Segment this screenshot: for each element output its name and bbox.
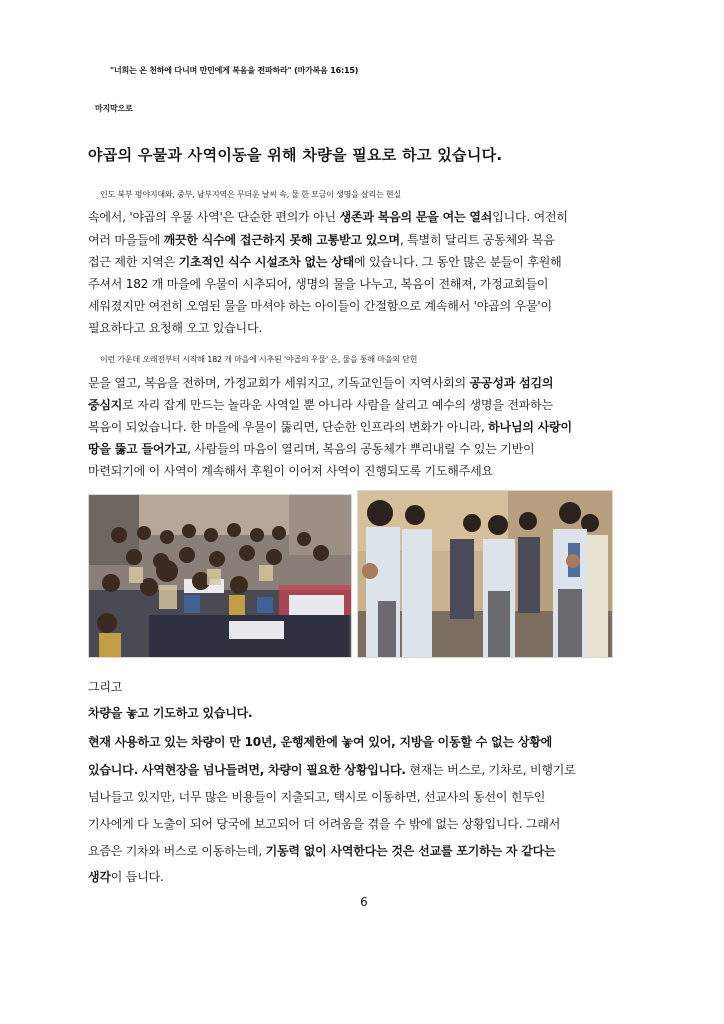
para3-line3: 현재 사용하고 있는 차량이 만 10년, 운행제한에 놓여 있어, 지방을 이동할 수 없는 상황에	[88, 735, 553, 749]
para1-line3: 여러 마을들에 깨끗한 식수에 접근하지 못해 고통받고 있으며, 특별히 달리트 공동체와 복음	[88, 233, 555, 247]
para1-line6: 세워졌지만 여전히 오염된 물을 마셔야 하는 아이들이 간절함으로 계속해서 '야곱의 우물'이	[88, 299, 552, 313]
para2-line6: 마련되기에 이 사역이 계속해서 후원이 이어져 사역이 진행되도록 기도해주세요	[88, 464, 493, 478]
page-number: 6	[360, 895, 368, 909]
para3-line5: 넘나들고 있지만, 너무 많은 비용들이 지출되고, 택시로 이동하면, 선교사의 동선이 힌두인	[88, 790, 546, 804]
para1-line2: 속에서, '야곱의 우물 사역'은 단순한 편의가 아닌 생존과 복음의 문을 여는 열쇠입니다. 여전히	[88, 210, 568, 224]
para3-line6: 기사에게 다 노출이 되어 당국에 보고되어 더 어려움을 겪을 수 밖에 없는 상황입니다. 그래서	[88, 817, 561, 831]
bible-quote: "너희는 온 천하에 다니며 만민에게 복음을 전파하라" (마가복음 16:15)	[110, 66, 359, 75]
para2-line3: 중심지로 자리 잡게 만드는 놀라운 사역일 뿐 아니라 사람을 살리고 예수의 생명을 전파하는	[88, 398, 553, 412]
para1-line1: 인도 북부 펑야지대와, 중부, 남부지역은 무더운 날씨 속, 물 한 모금이 생명을 살리는 현실	[100, 190, 401, 199]
para3-line4: 있습니다. 사역현장을 넘나들려면, 차량이 필요한 상황입니다. 현재는 버스로, 기차로, 비행기로	[88, 763, 576, 777]
para3-line7: 요즘은 기차와 버스로 이동하는데, 기동력 없이 사역한다는 것은 선교를 포기하는 자 같다는	[88, 844, 556, 858]
para2-line5: 땅을 뚫고 들어가고, 사람들의 마음이 열리며, 복음의 공동체가 뿌리내릴 수 있는 기반이	[88, 442, 535, 456]
photo-children-gathering	[88, 494, 352, 658]
para1-line4: 접근 제한 지역은 기초적인 식수 시설조차 없는 상태에 있습니다. 그 동안 많은 분들이 후원해	[88, 255, 562, 269]
para3-line1: 그리고	[88, 680, 123, 694]
headline: 야곱의 우물과 사역이동을 위해 차량을 필요로 하고 있습니다.	[88, 146, 503, 164]
para2-line2: 문을 열고, 복음을 전하며, 가정교회가 세워지고, 기독교인들이 지역사회의 공공성과 섬김의	[88, 376, 554, 390]
para1-line5: 주셔서 182 개 마을에 우물이 시추되어, 생명의 물을 나누고, 복음이 전해져, 가정교회들이	[88, 277, 549, 291]
para2-line4: 복음이 되었습니다. 한 마을에 우물이 뚫리면, 단순한 인프라의 변화가 아니라, 하나님의 사랑이	[88, 420, 572, 434]
para2-line1: 이런 가운데 오래전부터 시작해 182 개 마을에 시추된 '야곱의 우물' 은, 물을 통해 마을의 닫힌	[100, 355, 418, 364]
para3-line8: 생각이 듭니다.	[88, 870, 164, 884]
photo-men-praying	[357, 490, 613, 658]
section-title: 마지막으로	[95, 104, 133, 113]
para1-line7: 필요하다고 요청해 오고 있습니다.	[88, 321, 262, 335]
para3-line2: 차량을 놓고 기도하고 있습니다.	[88, 706, 253, 720]
